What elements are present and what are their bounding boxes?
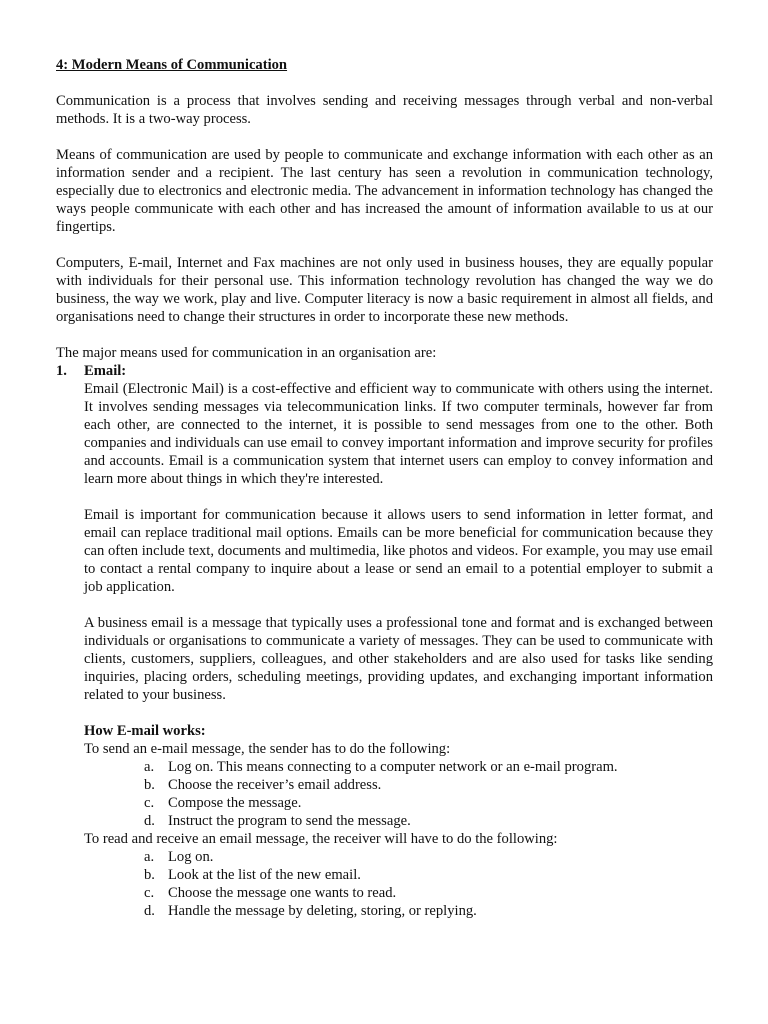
list-text: Look at the list of the new email.: [168, 867, 361, 883]
send-steps-list: [84, 758, 713, 830]
list-text: Instruct the program to send the message.: [168, 813, 411, 829]
list-text: Choose the message one wants to read.: [168, 885, 397, 901]
list-item: [144, 812, 713, 830]
read-steps-list: [84, 848, 713, 920]
list-text: Compose the message.: [168, 795, 302, 811]
section-heading-email: [56, 362, 713, 380]
list-marker: a.: [144, 759, 155, 775]
document-page: [56, 56, 713, 920]
section-number: 1.: [56, 363, 67, 379]
list-marker: a.: [144, 849, 155, 865]
paragraph: Email is important for communication because it allows users to send information in letter format, and email can replace traditional mail options. Emails can be more beneficial for communication because they can often include text, documents and multimedia, like photos and videos. For example, you may use email to contact a rental company to inquire about a lease or send an email to a potential employer to submit a job application.: [84, 507, 713, 595]
list-item: [144, 884, 713, 902]
list-text: Choose the receiver’s email address.: [168, 777, 382, 793]
list-text: Log on. This means connecting to a computer network or an e-mail program.: [168, 759, 618, 775]
paragraph: Computers, E-mail, Internet and Fax machines are not only used in business houses, they are equally popular with individuals for their personal use. This information technology revolution has changed the way we do business, the way we work, play and live. Computer literacy is now a basic requirement in almost all fields, and organisations need to change their structures in order to incorporate these new methods.: [56, 255, 713, 325]
list-item: [144, 794, 713, 812]
section-heading: Email:: [84, 363, 127, 379]
list-marker: b.: [144, 777, 155, 793]
send-intro: To send an e-mail message, the sender has to do the following:: [84, 741, 451, 757]
list-marker: d.: [144, 813, 155, 829]
list-text: Handle the message by deleting, storing, or replying.: [168, 903, 477, 919]
paragraph: Email (Electronic Mail) is a cost-effective and efficient way to communicate with others using the internet. It involves sending messages via telecommunication links. If two computer terminals, however far from each other, are connected to the internet, it is possible to send messages from one to the other. Both companies and individuals can use email to convey important information and improve security for profiles and accounts. Email is a communication system that internet users can employ to convey information and learn more about things in which they're interested.: [84, 381, 713, 487]
list-marker: c.: [144, 795, 155, 811]
list-marker: d.: [144, 903, 155, 919]
paragraph: Means of communication are used by people to communicate and exchange information with each other as an information sender and a recipient. The last century has seen a revolution in communication technology, especially due to electronics and electronic media. The advancement in information technology has changed the ways people communicate with each other and has increased the amount of information available to us at our fingertips.: [56, 147, 713, 235]
paragraph: The major means used for communication in an organisation are:: [56, 345, 437, 361]
read-intro: To read and receive an email message, the receiver will have to do the following:: [84, 831, 558, 847]
list-item: [144, 902, 713, 920]
list-item: [144, 848, 713, 866]
list-item: [144, 866, 713, 884]
paragraph: A business email is a message that typically uses a professional tone and format and is exchanged between individuals or organisations to communicate a variety of messages. They can be used to communicate with clients, customers, suppliers, colleagues, and other stakeholders and are also used for tasks like sending inquiries, placing orders, scheduling meetings, providing updates, and exchanging important information related to your business.: [84, 615, 713, 703]
list-item: [144, 758, 713, 776]
list-marker: b.: [144, 867, 155, 883]
list-item: [144, 776, 713, 794]
list-marker: c.: [144, 885, 155, 901]
subheading-how-email-works: How E-mail works:: [84, 723, 206, 739]
list-text: Log on.: [168, 849, 214, 865]
paragraph: Communication is a process that involves sending and receiving messages through verbal and non-verbal methods. It is a two-way process.: [56, 93, 713, 127]
document-title: 4: Modern Means of Communication: [56, 57, 288, 73]
email-section-body: [84, 380, 713, 920]
